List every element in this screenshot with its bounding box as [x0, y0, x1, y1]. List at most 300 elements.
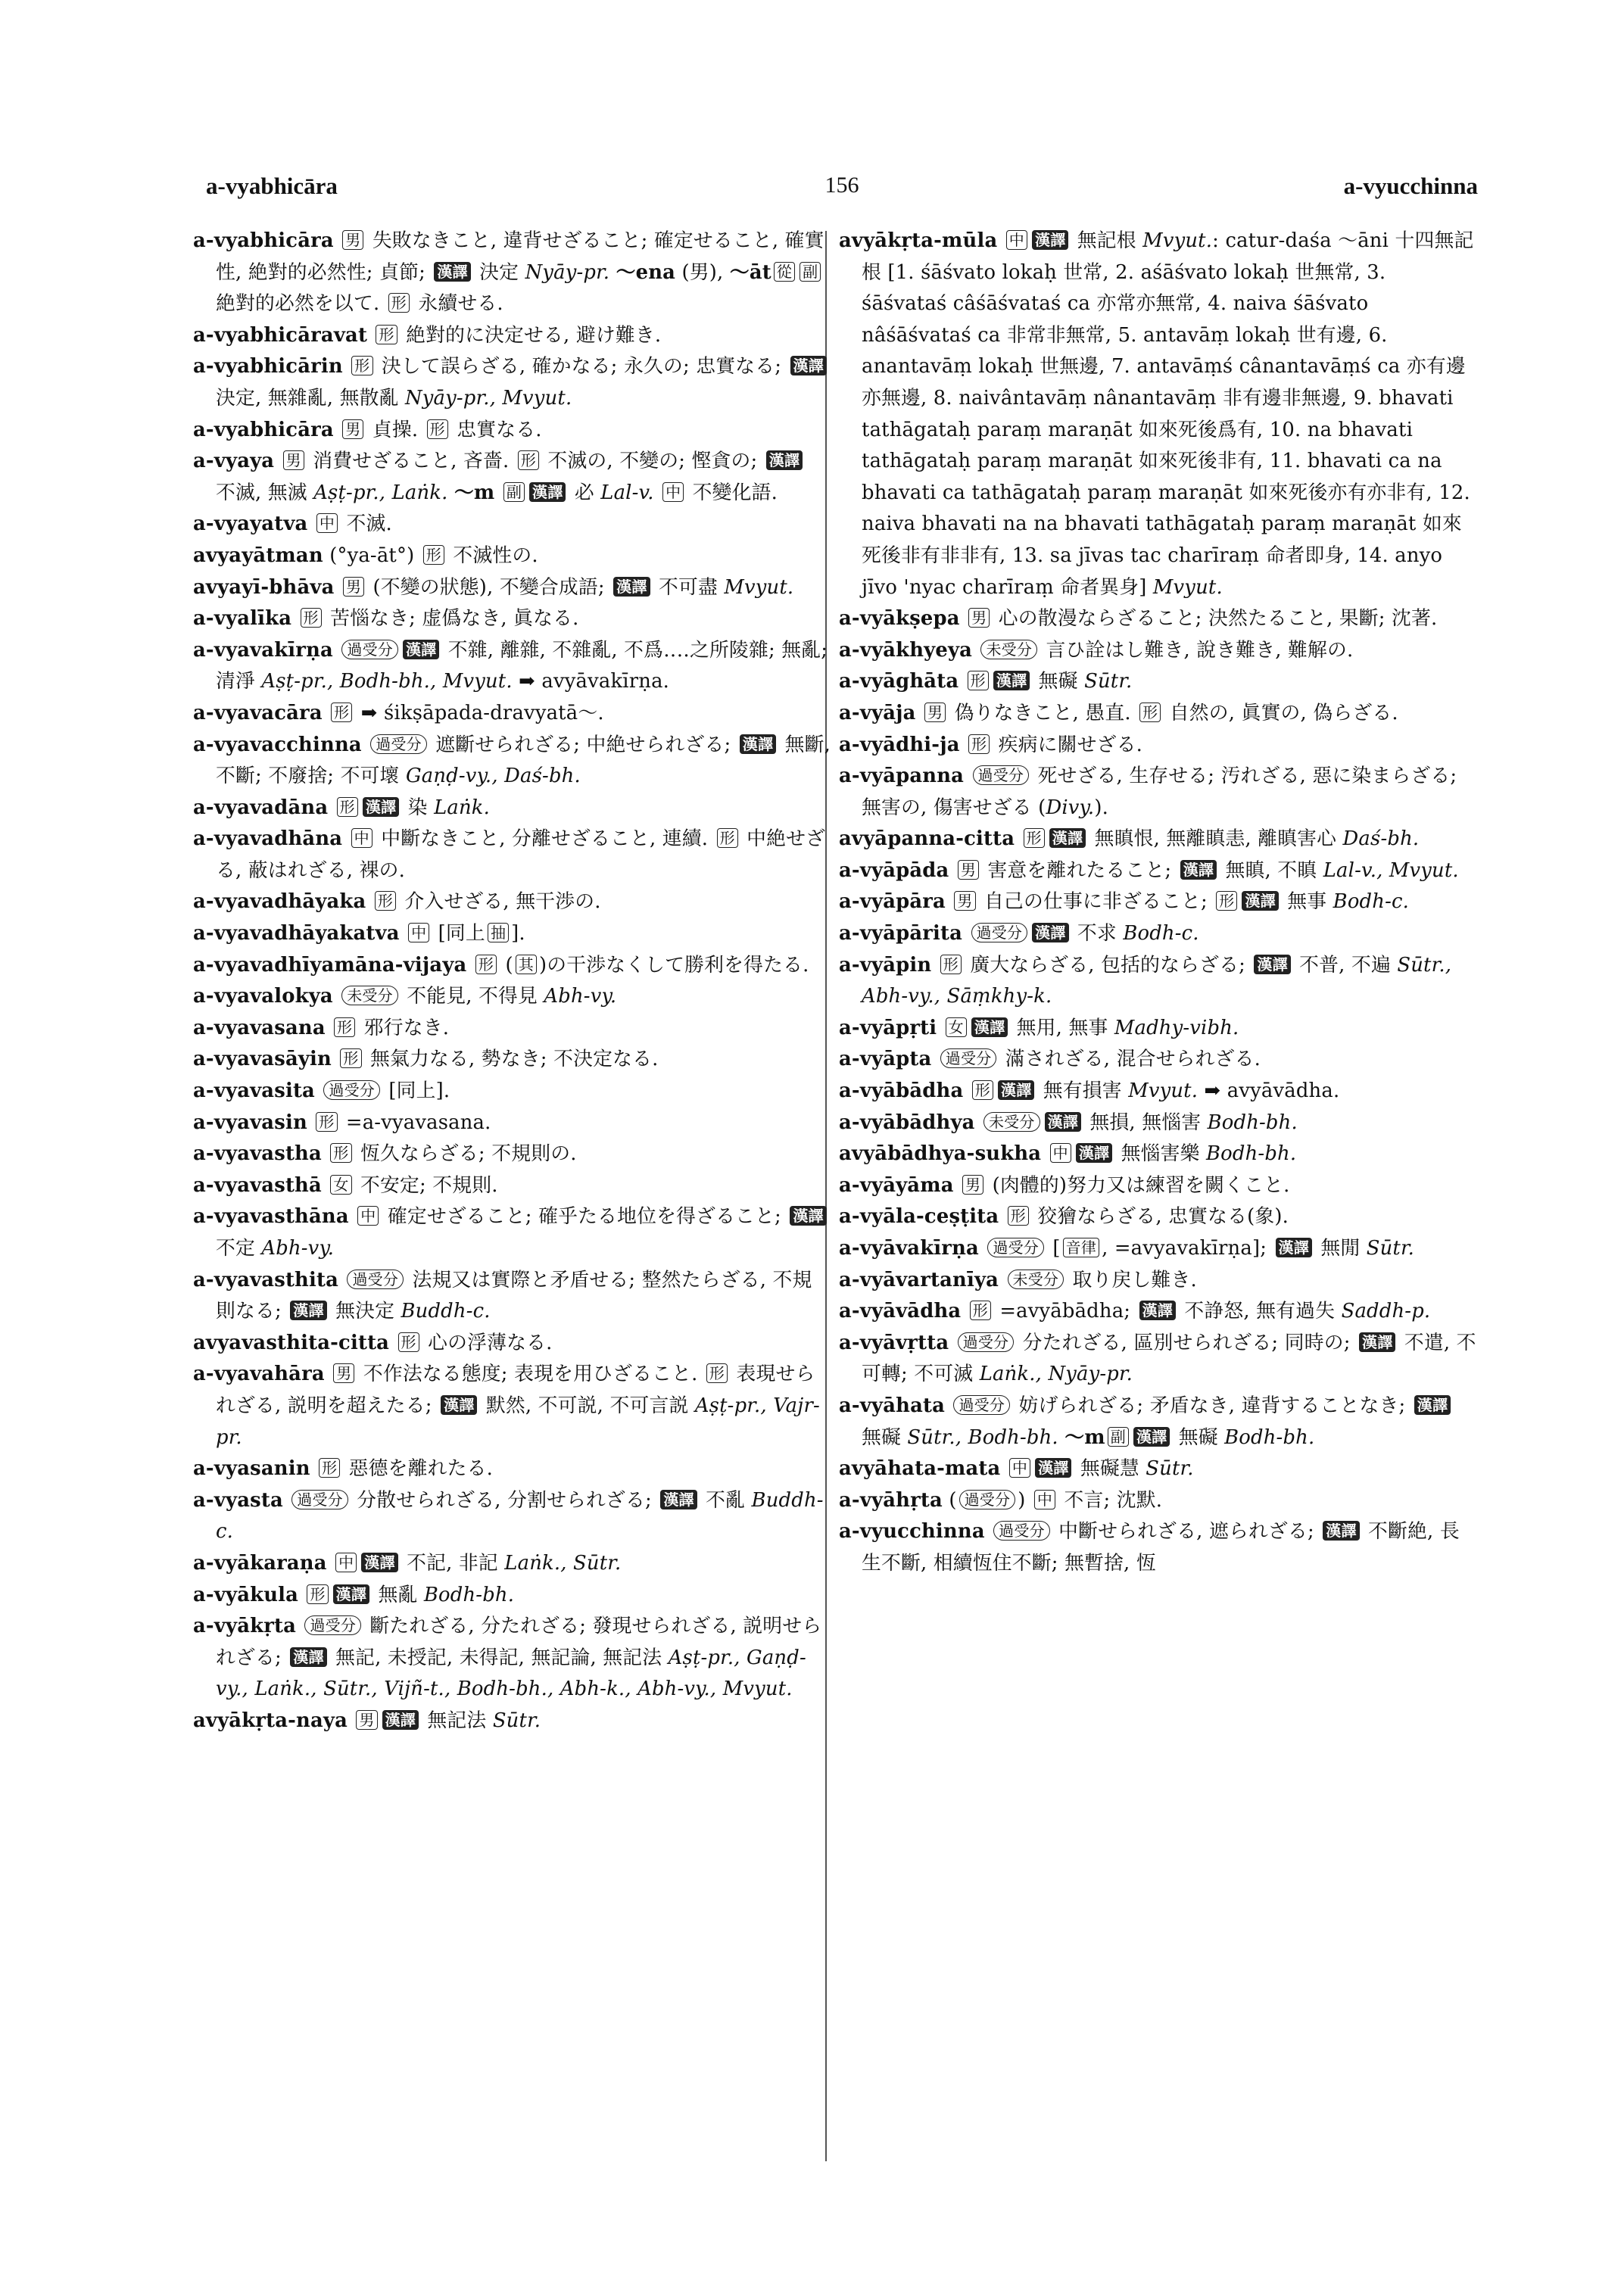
source-citation: Bodh-bh.: [1206, 1142, 1297, 1166]
grammar-tag: 形: [475, 955, 497, 974]
source-citation: Abh-vy.: [544, 985, 617, 1008]
dictionary-entry: [193, 226, 831, 320]
dictionary-entry: [193, 1201, 831, 1264]
translation-tag: 漢譯: [1049, 828, 1086, 848]
source-citation: Lal-v., Mvyut.: [1323, 858, 1459, 882]
headword: a-vyāpanna: [839, 765, 965, 788]
definition-text: [448, 481, 454, 504]
definition-text: 不能見, 不得見: [400, 985, 544, 1008]
running-head-left: a-vyabhicāra: [206, 173, 338, 199]
source-citation: Mvyut.: [1142, 229, 1213, 252]
dictionary-entry: [839, 1108, 1476, 1139]
grammar-tag: 女: [330, 1175, 351, 1195]
definition-text: 不滅の, 不變の; 慳貪の;: [541, 450, 764, 473]
definition-text: 無斷, 不斷; 不廢捨; 不可壞: [216, 733, 831, 788]
dictionary-entry: [193, 1044, 831, 1076]
headword: a-vyavasin: [193, 1111, 307, 1134]
participle-tag: 過受分: [940, 1048, 997, 1068]
dictionary-entry: [839, 1044, 1476, 1076]
definition-text: 分散せられざる, 分割せられざる;: [350, 1488, 659, 1512]
definition-text: (肉體的)努力又は練習を闕くこと.: [986, 1173, 1290, 1197]
headword: a-vyayatva: [193, 512, 308, 536]
headword: a-vyavalokya: [193, 985, 333, 1008]
translation-tag: 漢譯: [998, 1080, 1034, 1100]
headword: a-vyabhicāra: [193, 229, 334, 252]
definition-text: 無有損害: [1036, 1080, 1129, 1103]
source-citation: Buddh-c.: [401, 1300, 491, 1323]
definition-text: (°ya-āt°): [329, 544, 421, 567]
source-citation: Sūtr.: [1366, 1237, 1415, 1260]
grammar-tag: 男: [342, 230, 363, 250]
grammar-tag: 形: [398, 1332, 419, 1352]
definition-text: 無用, 無事: [1010, 1016, 1114, 1039]
headword: a-vyavasthāna: [193, 1205, 349, 1229]
dictionary-entry: [193, 1485, 831, 1548]
definition-text: ➡ avyāvādha.: [1198, 1080, 1340, 1103]
source-citation: Laṅk., Nyāy-pr.: [979, 1363, 1133, 1386]
definition-text: 無氣力なる, 勢なき; 不決定なる.: [363, 1048, 659, 1071]
translation-tag: 漢譯: [971, 1017, 1008, 1037]
headword: a-vyavadhāyaka: [193, 890, 366, 914]
definition-text: 恆久ならざる; 不規則の.: [354, 1142, 577, 1166]
dictionary-entry: [839, 1265, 1476, 1297]
dictionary-entry: [193, 1139, 831, 1170]
definition-text: 中斷なきこと, 分離せざること, 連續.: [374, 827, 715, 851]
headword: a-vyavadāna: [193, 796, 329, 819]
translation-tag: 漢譯: [1076, 1143, 1112, 1163]
grammar-tag: 形: [351, 356, 372, 375]
definition-text: 取り戻し難き.: [1066, 1268, 1197, 1291]
grammar-tag: 從: [774, 262, 795, 282]
page-header: [206, 173, 1478, 210]
headword: a-vyasta: [193, 1488, 283, 1512]
definition-text: 自然の, 眞實の, 偽らざる.: [1163, 701, 1398, 724]
dictionary-entry: [839, 635, 1476, 667]
dictionary-entry: [193, 824, 831, 886]
definition-text: 染: [401, 796, 435, 819]
definition-text: 不變化語.: [686, 481, 778, 504]
grammar-tag: 形: [968, 671, 989, 690]
headword: a-vyavasana: [193, 1016, 326, 1039]
grammar-tag: 男: [283, 450, 304, 470]
definition-text: 無瞋, 不瞋: [1219, 858, 1323, 882]
dictionary-entry: [839, 1233, 1476, 1265]
source-citation: Buddh-c.: [216, 1488, 824, 1544]
headword: avyayī-bhāva: [193, 575, 335, 599]
definition-text: 心の散漫ならざること; 決然たること, 果斷; 沈著.: [992, 607, 1438, 631]
grammar-tag: 形: [968, 734, 990, 754]
headword: a-vyāla-ceṣṭita: [839, 1205, 999, 1229]
dictionary-entry: [839, 698, 1476, 730]
grammar-tag: 形: [334, 1017, 355, 1037]
definition-text: , =avyavakīrṇa];: [1102, 1237, 1273, 1260]
translation-tag: 漢譯: [993, 671, 1030, 690]
dictionary-entry: [193, 730, 831, 793]
definition-text: [同上].: [382, 1080, 450, 1103]
translation-tag: 漢譯: [1414, 1395, 1451, 1415]
definition-text: 中斷せられざる, 遮られざる;: [1052, 1520, 1321, 1544]
grammar-tag: 形: [1139, 703, 1161, 722]
translation-tag: 漢譯: [613, 577, 650, 597]
dictionary-entry: [193, 635, 831, 698]
grammar-tag: 抽: [488, 923, 509, 942]
definition-text: 疾病に關せざる.: [992, 733, 1143, 756]
grammar-tag: 形: [518, 450, 539, 470]
grammar-tag: 形: [717, 828, 738, 848]
grammar-tag: 形: [423, 545, 444, 565]
participle-tag: 過受分: [958, 1332, 1015, 1352]
headword: a-vyavacāra: [193, 701, 323, 724]
translation-tag: 漢譯: [1242, 891, 1278, 911]
definition-text: 表現せられざる, 説明を超えたる;: [216, 1363, 815, 1417]
headword: avyābādhya-sukha: [839, 1142, 1042, 1166]
definition-text: 心の浮薄なる.: [421, 1331, 553, 1354]
left-column: [193, 226, 831, 1737]
source-citation: Sūtr.: [1146, 1457, 1194, 1481]
dictionary-entry: [193, 1108, 831, 1139]
definition-text: 無事: [1280, 890, 1333, 914]
headword: avyayātman: [193, 544, 323, 567]
translation-tag: 漢譯: [1032, 230, 1068, 250]
translation-tag: 漢譯: [363, 797, 399, 817]
source-citation: Aṣṭ-pr., Gaṇḍ-vy., Laṅk., Sūtr., Vijñ-t., Bodh-bh., Abh-k., Abh-vy., Mvyut.: [216, 1646, 806, 1701]
headword: a-vyavacchinna: [193, 733, 362, 756]
definition-text: 害意を離れたること;: [981, 858, 1178, 882]
dictionary-entry: [193, 918, 831, 950]
definition-text: 不遣, 不可轉; 不可滅: [862, 1331, 1476, 1386]
dictionary-entry: [193, 1265, 831, 1328]
definition-text: [1058, 1426, 1064, 1449]
definition-text: 分たれざる, 區別せられざる; 同時の;: [1016, 1331, 1357, 1354]
source-citation: Sūtr., Bodh-bh.: [907, 1425, 1058, 1449]
dictionary-entry: [193, 320, 831, 352]
grammar-tag: 男: [356, 1710, 377, 1730]
definition-text: 不安定; 不規則.: [354, 1173, 498, 1197]
source-citation: Bodh-bh.: [1207, 1111, 1298, 1134]
participle-tag: 未受分: [341, 986, 398, 1005]
definition-text: 忠實なる.: [450, 418, 542, 441]
definition-text: 無礙慧: [1074, 1457, 1146, 1481]
participle-tag: 過受分: [993, 1521, 1050, 1541]
translation-tag: 漢譯: [1045, 1112, 1081, 1132]
grammar-tag: 形: [340, 1048, 361, 1068]
headword: a-vyāvartanīya: [839, 1268, 999, 1291]
definition-text: [609, 261, 616, 284]
participle-tag: 過受分: [973, 765, 1030, 785]
headword: a-vyāvṛtta: [839, 1331, 949, 1354]
headword: a-vyākṣepa: [839, 607, 960, 631]
headword: a-vyavasita: [193, 1080, 315, 1103]
dictionary-entry: [193, 981, 831, 1013]
definition-text: 貞操.: [366, 418, 425, 441]
definition-text: =avyābādha;: [993, 1300, 1137, 1323]
definition-text: 消費せざること, 吝嗇.: [306, 450, 516, 473]
dictionary-entry: [839, 1139, 1476, 1170]
translation-tag: 漢譯: [403, 640, 439, 659]
source-citation: Mvyut.: [1152, 575, 1223, 599]
definition-text: 不斷絶, 長生不斷, 相續恆住不斷; 無暫捨, 恆: [862, 1520, 1460, 1575]
definition-text: 邪行なき.: [357, 1016, 450, 1039]
source-citation: Sūtr., Abh-vy., Sāṃkhy-k.: [862, 953, 1452, 1008]
grammar-tag: 其: [516, 955, 537, 974]
translation-tag: 漢譯: [333, 1584, 369, 1604]
definition-text: 確定せざること; 確乎たる地位を得ざること;: [381, 1205, 788, 1229]
definition-text: [654, 481, 660, 504]
definition-text: 偽りなきこと, 愚直.: [948, 701, 1138, 724]
definition-text: 中絶せざる, 蔽はれざる, 裸の.: [216, 827, 826, 882]
grammar-tag: 形: [1216, 891, 1237, 911]
dictionary-entry: [839, 1296, 1476, 1328]
grammar-tag: 男: [962, 1175, 983, 1195]
definition-text: 自己の仕事に非ざること;: [977, 890, 1214, 914]
dictionary-entry: [193, 603, 831, 635]
headword: a-vyākhyeya: [839, 638, 973, 662]
translation-tag: 漢譯: [1276, 1238, 1312, 1257]
translation-tag: 漢譯: [1359, 1332, 1395, 1352]
definition-text: 遮斷せられざる; 中絶せられざる;: [429, 733, 737, 756]
definition-text: ].: [511, 922, 525, 946]
definition-text: 滿されざる, 混合せられざる.: [999, 1048, 1261, 1071]
grammar-tag: 男: [342, 419, 363, 439]
headword: a-vyābādhya: [839, 1111, 975, 1134]
translation-tag: 漢譯: [529, 482, 566, 502]
definition-text: 絶對的必然を以て.: [216, 292, 386, 316]
definition-text: 死せざる, 生存せる; 汚れざる, 惡に染まらざる; 無害の, 傷害せざる (: [862, 765, 1457, 819]
grammar-tag: 形: [970, 1301, 991, 1320]
source-citation: Bodh-c.: [1123, 922, 1199, 946]
dictionary-entry: [839, 950, 1476, 1013]
definition-text: 不亂: [699, 1488, 752, 1512]
dictionary-entry: [839, 1076, 1476, 1108]
headword: a-vyavadhāyakatva: [193, 922, 400, 946]
definition-text: ➡ avyāvakīrṇa.: [512, 670, 670, 693]
grammar-tag: 形: [319, 1458, 340, 1478]
definition-text: 無決定: [329, 1300, 401, 1323]
source-citation: Sūtr.: [1084, 670, 1133, 693]
definition-text: 無惱害樂: [1114, 1142, 1207, 1166]
grammar-tag: 形: [316, 1112, 337, 1132]
grammar-tag: 男: [958, 860, 979, 880]
grammar-tag: 形: [427, 419, 448, 439]
headword: avyāhata-mata: [839, 1457, 1001, 1481]
headword: a-vyavadhāna: [193, 827, 343, 851]
grammar-tag: 形: [307, 1584, 328, 1604]
translation-tag: 漢譯: [766, 450, 803, 470]
dictionary-entry: [839, 918, 1476, 950]
page-number: 156: [824, 173, 859, 198]
definition-text: 必: [568, 481, 601, 504]
right-column: [839, 226, 1476, 1580]
participle-tag: 過受分: [987, 1238, 1044, 1257]
headword: a-vyasanin: [193, 1457, 310, 1481]
dictionary-entry: [839, 1170, 1476, 1202]
source-citation: Aṣṭ-pr., Laṅk.: [313, 481, 448, 504]
headword: a-vyāpin: [839, 953, 932, 977]
translation-tag: 漢譯: [1254, 955, 1290, 974]
headword: a-vyavasthā: [193, 1173, 322, 1197]
definition-text: (不變の狀態), 不變合成語;: [366, 575, 612, 599]
definition-text: )の干渉なくして勝利を得たる.: [538, 953, 809, 977]
headword: avyākṛta-naya: [193, 1709, 348, 1732]
grammar-tag: 形: [1024, 828, 1045, 848]
grammar-tag: 男: [954, 891, 975, 911]
grammar-tag: 形: [1008, 1206, 1029, 1226]
definition-text: 不求: [1071, 922, 1124, 946]
translation-tag: 漢譯: [290, 1647, 326, 1667]
definition-text: 介入せざる, 無干渉の.: [398, 890, 601, 914]
headword: a-vyabhicārin: [193, 355, 343, 379]
definition-text: [同上: [432, 922, 485, 946]
headword: a-vyākula: [193, 1583, 299, 1606]
dictionary-entry: [193, 446, 831, 509]
definition-text: 不記, 非記: [400, 1551, 505, 1575]
grammar-tag: 中: [1050, 1143, 1071, 1163]
dictionary-entry: [839, 1201, 1476, 1233]
definition-text: 默然, 不可説, 不可言説: [479, 1394, 695, 1417]
translation-tag: 漢譯: [1035, 1458, 1071, 1478]
dictionary-entry: [193, 415, 831, 447]
headword: a-vyābādha: [839, 1080, 964, 1103]
definition-text: 無礙: [862, 1425, 908, 1449]
translation-tag: 漢譯: [660, 1490, 697, 1509]
dictionary-entry: [839, 855, 1476, 887]
dictionary-entry: [839, 761, 1476, 824]
headword: avyāpanna-citta: [839, 827, 1015, 851]
sub-headword: 〜m: [454, 481, 495, 504]
source-citation: Nyāy-pr., Mvyut.: [404, 386, 572, 410]
headword: a-vyāhṛta: [839, 1488, 943, 1512]
participle-tag: 過受分: [304, 1615, 361, 1635]
translation-tag: 漢譯: [1133, 1427, 1170, 1447]
headword: a-vyāpṛti: [839, 1016, 937, 1039]
source-citation: Aṣṭ-pr., Bodh-bh., Mvyut.: [261, 670, 513, 693]
definition-text: 無瞋恨, 無離瞋恚, 離瞋害心: [1088, 827, 1343, 851]
headword: a-vyabhicāravat: [193, 323, 368, 347]
dictionary-entry: [839, 1013, 1476, 1045]
headword: a-vyākaraṇa: [193, 1551, 327, 1575]
definition-text: 無損, 無惱害: [1083, 1111, 1208, 1134]
grammar-tag: 男: [924, 703, 946, 722]
running-head-right: a-vyucchinna: [1343, 173, 1478, 199]
translation-tag: 漢譯: [740, 734, 776, 754]
dictionary-entry: [839, 1516, 1476, 1579]
definition-text: 無記根: [1071, 229, 1143, 252]
translation-tag: 漢譯: [434, 262, 470, 282]
participle-tag: 過受分: [953, 1395, 1010, 1415]
grammar-tag: 副: [503, 482, 525, 502]
grammar-tag: 形: [376, 325, 397, 344]
source-citation: Aṣṭ-pr., Vajr-pr.: [216, 1394, 820, 1449]
translation-tag: 漢譯: [361, 1553, 397, 1572]
definition-text: 妨げられざる; 矛盾なき, 違背することなき;: [1012, 1394, 1412, 1417]
translation-tag: 漢譯: [790, 1206, 826, 1226]
definition-text: [: [1046, 1237, 1061, 1260]
definition-text: 不諍怒, 無有過失: [1177, 1300, 1342, 1323]
source-citation: Daś-bh.: [1342, 827, 1420, 851]
translation-tag: 漢譯: [1032, 923, 1068, 942]
dictionary-entry: [193, 572, 831, 604]
sub-headword: 〜ena: [616, 260, 676, 284]
grammar-tag: 副: [800, 262, 821, 282]
grammar-tag: 女: [946, 1017, 967, 1037]
definition-text: 不作法なる態度; 表現を用ひざること.: [357, 1363, 704, 1386]
definition-text: 苦惱なき; 虚僞なき, 眞なる.: [323, 607, 579, 631]
source-citation: Laṅk., Sūtr.: [504, 1551, 622, 1575]
headword: a-vyāyāma: [839, 1173, 954, 1197]
grammar-tag: 中: [351, 828, 372, 848]
definition-text: 無礙: [1172, 1425, 1225, 1449]
dictionary-entry: [193, 1328, 831, 1360]
dictionary-entry: [193, 1170, 831, 1202]
dictionary-entry: [839, 603, 1476, 635]
grammar-tag: 形: [337, 797, 358, 817]
definition-text: 無閒: [1314, 1237, 1367, 1260]
grammar-tag: 音律: [1063, 1238, 1099, 1257]
dictionary-entry: [193, 1611, 831, 1706]
definition-text: 永續せる.: [411, 292, 503, 316]
definition-text: ): [1018, 1488, 1032, 1512]
definition-text: (: [499, 953, 513, 977]
definition-text: 不言; 沈默.: [1058, 1488, 1163, 1512]
grammar-tag: 副: [1108, 1427, 1129, 1447]
participle-tag: 未受分: [1008, 1270, 1064, 1289]
dictionary-entry: [193, 509, 831, 541]
sub-headword: 〜āt: [729, 260, 771, 284]
grammar-tag: 男: [343, 577, 364, 597]
grammar-tag: 形: [706, 1363, 728, 1383]
dictionary-entry: [193, 950, 831, 982]
source-citation: Lal-v.: [600, 481, 654, 504]
headword: a-vyāpārita: [839, 922, 963, 946]
dictionary-entry: [193, 1076, 831, 1108]
headword: a-vyavasthita: [193, 1268, 339, 1291]
participle-tag: 過受分: [971, 923, 1028, 942]
translation-tag: 漢譯: [290, 1301, 326, 1320]
source-citation: Divy.: [1046, 796, 1095, 819]
definition-text: 決定, 無雜亂, 無散亂: [216, 386, 405, 410]
source-citation: Bodh-bh.: [423, 1583, 515, 1606]
grammar-tag: 中: [1006, 230, 1027, 250]
dictionary-entry: [193, 1548, 831, 1580]
source-citation: Bodh-bh.: [1224, 1425, 1315, 1449]
dictionary-entry: [839, 1453, 1476, 1485]
dictionary-entry: [193, 541, 831, 572]
participle-tag: 過受分: [291, 1490, 348, 1509]
headword: a-vyākṛta: [193, 1615, 297, 1638]
headword: avyavasthita-citta: [193, 1331, 390, 1354]
source-citation: Sūtr.: [492, 1709, 541, 1732]
definition-text: 不滅.: [340, 512, 392, 536]
dictionary-entry: [193, 886, 831, 918]
definition-text: 無記, 未授記, 未得記, 無記論, 無記法: [329, 1646, 669, 1669]
definition-text: 失敗なきこと, 違背せざること; 確定せること, 確實性, 絶對的必然性; 貞節;: [216, 229, 824, 284]
definition-text: 言ひ詮はし難き, 說き難き, 難解の.: [1040, 638, 1354, 662]
grammar-tag: 男: [968, 608, 990, 628]
participle-tag: 未受分: [983, 1112, 1040, 1132]
dictionary-entry: [839, 824, 1476, 855]
definition-text: 無記法: [421, 1709, 493, 1732]
translation-tag: 漢譯: [1323, 1521, 1359, 1541]
dictionary-entry: [839, 1485, 1476, 1517]
definition-text: 惡德を離れたる.: [342, 1457, 494, 1481]
grammar-tag: 形: [330, 1143, 351, 1163]
source-citation: Laṅk.: [434, 796, 491, 819]
grammar-tag: 形: [375, 891, 396, 911]
definition-text: =a-vyavasana.: [339, 1111, 491, 1134]
dictionary-entry: [193, 698, 831, 730]
dictionary-entry: [193, 1359, 831, 1453]
definition-text: 不雜, 離雜, 不雜亂, 不爲‥‥之所陵雜; 無亂; 清淨: [216, 638, 828, 693]
